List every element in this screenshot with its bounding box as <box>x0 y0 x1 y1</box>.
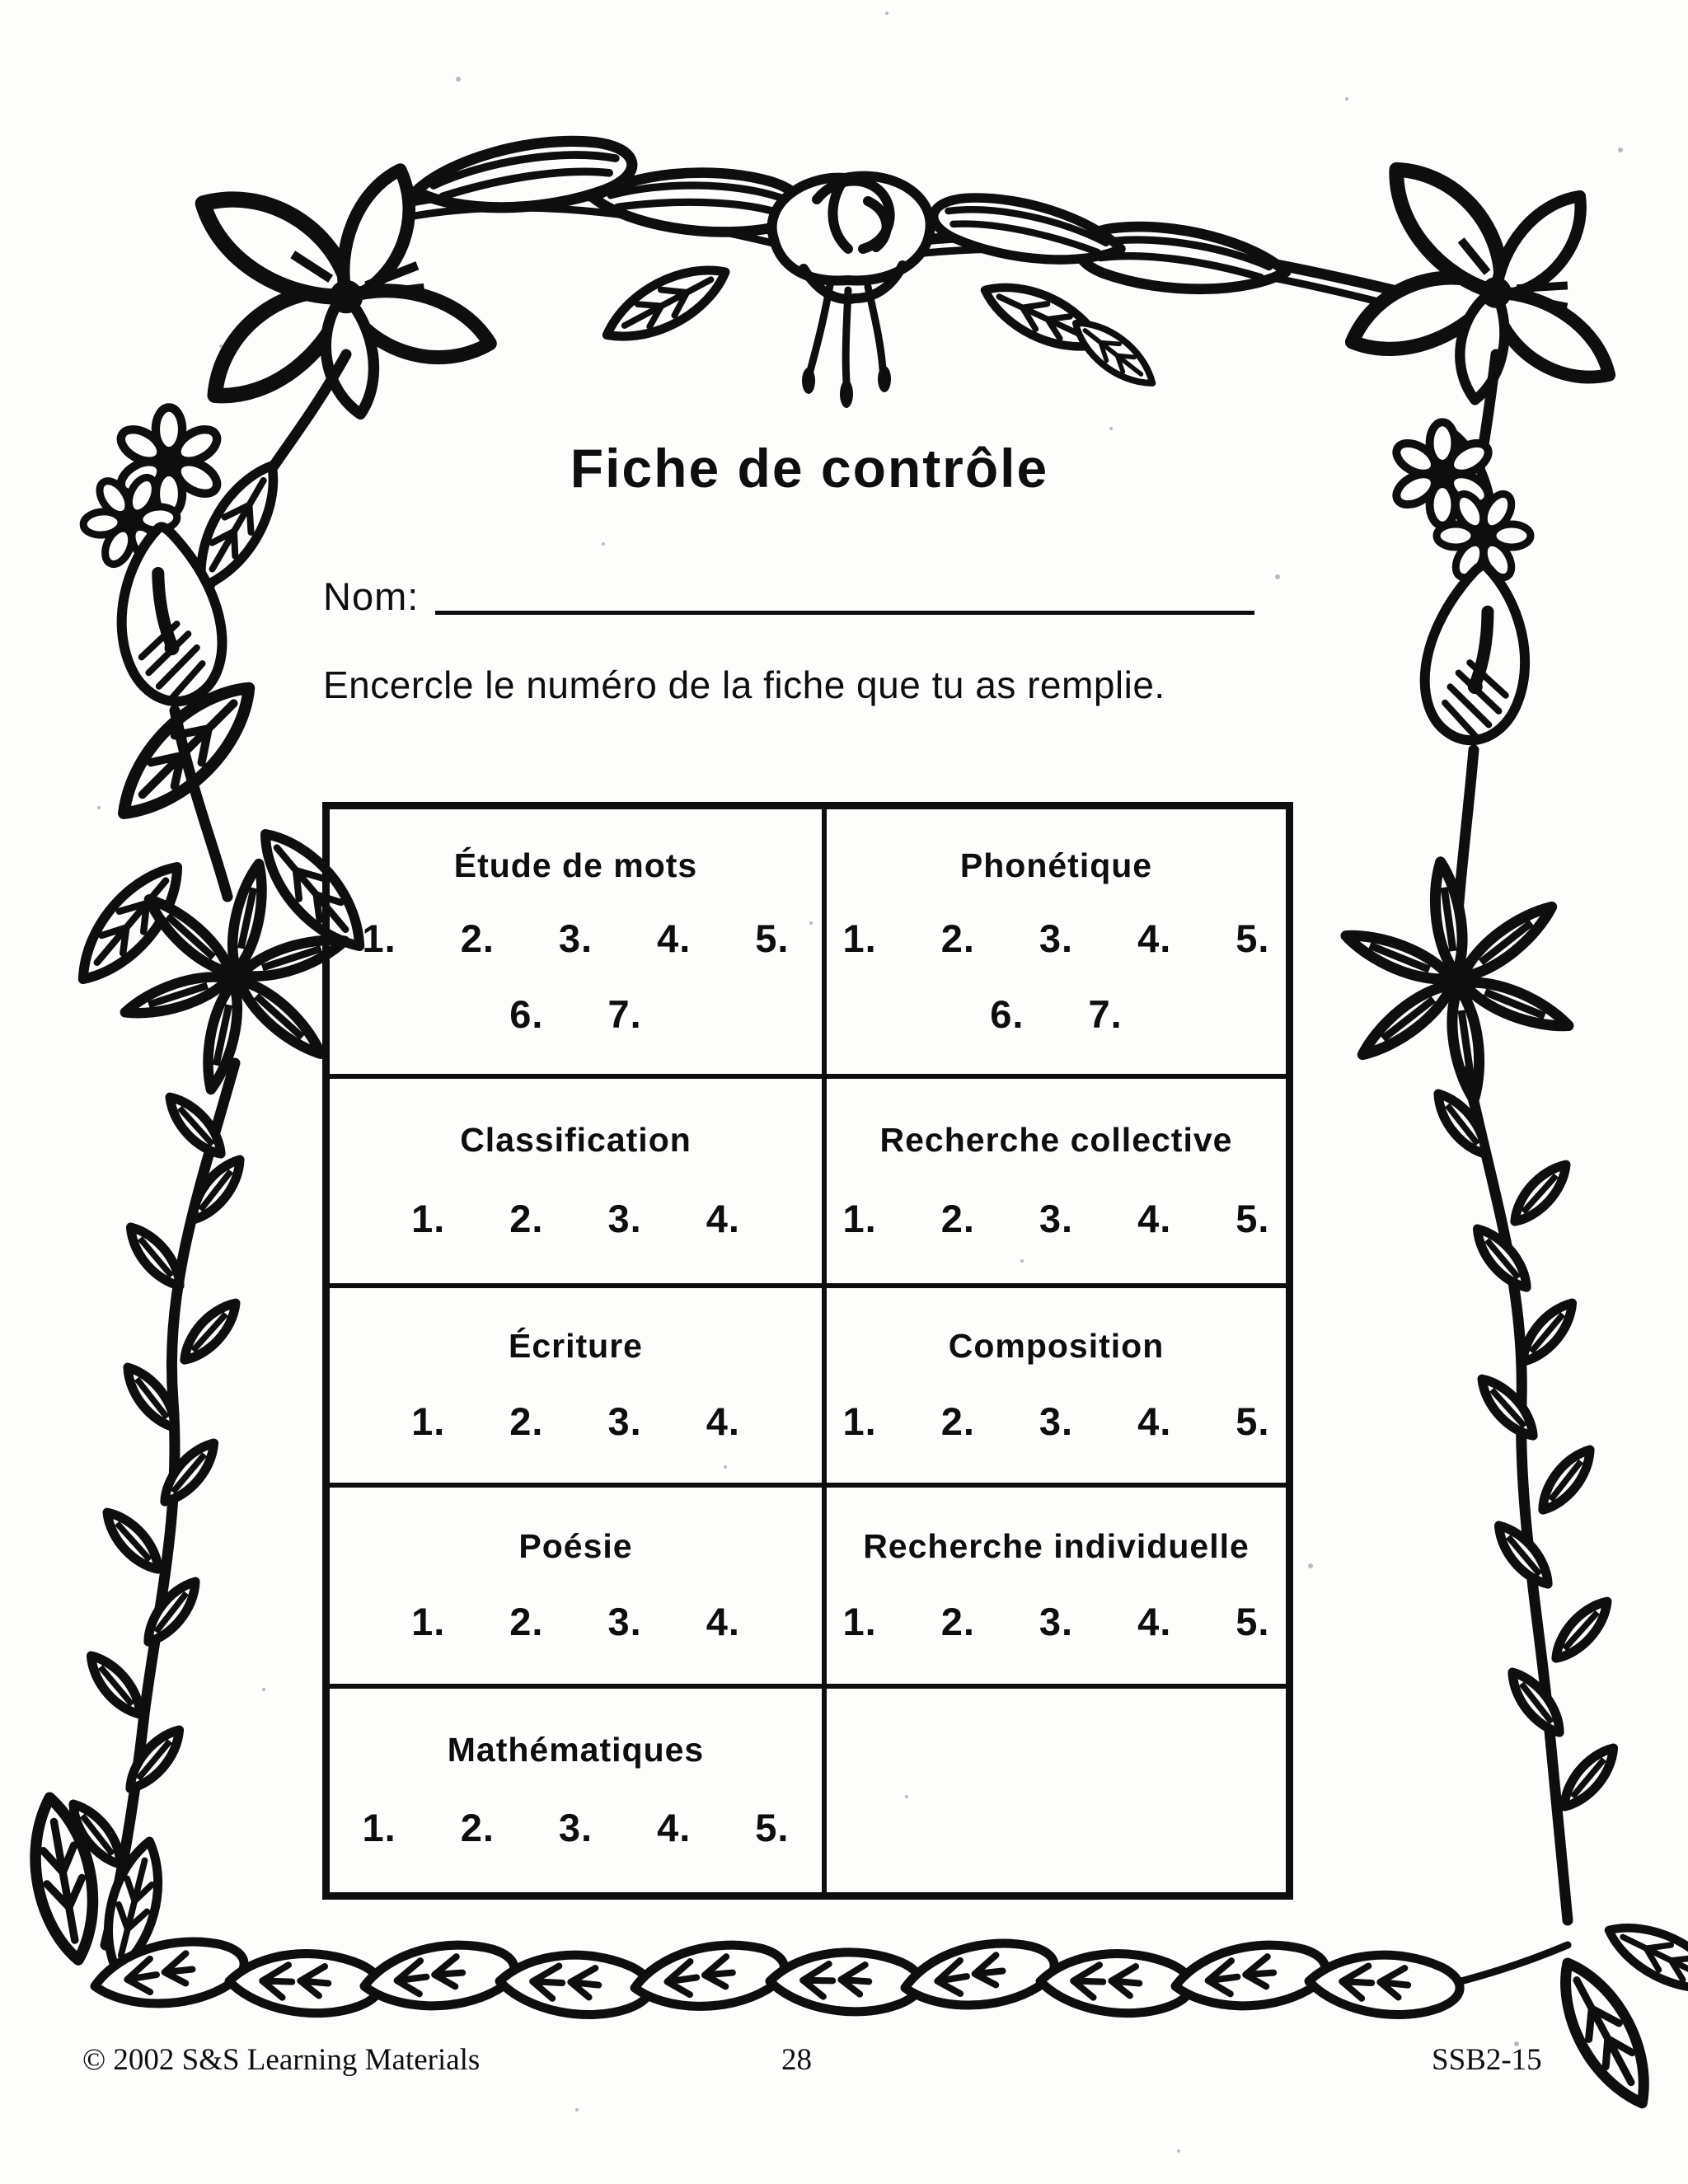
circle-number: 2. <box>509 1600 544 1643</box>
circle-number: 3. <box>1039 1196 1074 1240</box>
control-table <box>322 802 1293 1900</box>
circle-number: 2. <box>940 1600 975 1643</box>
cell-recherche-individuelle <box>822 1483 1286 1684</box>
cell-title: Recherche individuelle <box>863 1527 1250 1565</box>
circle-number: 4. <box>1137 1600 1172 1643</box>
circle-number: 4. <box>706 1600 740 1643</box>
circle-number: 2. <box>940 1196 975 1240</box>
circle-number: 1. <box>842 1600 877 1643</box>
number-line <box>411 1196 740 1241</box>
circle-number: 3. <box>607 1196 642 1240</box>
circle-number: 3. <box>1039 1399 1074 1443</box>
circle-number: 3. <box>1039 916 1074 960</box>
circle-number: 3. <box>607 1600 642 1643</box>
circle-number: 4. <box>1137 1196 1172 1240</box>
cell-ecriture <box>330 1283 822 1483</box>
circle-number: 3. <box>558 916 593 960</box>
instruction-text: Encercle le numéro de la fiche que tu as remplie. <box>323 663 1165 706</box>
circle-number: 2. <box>460 916 495 960</box>
cell-composition <box>822 1283 1286 1483</box>
cell-title: Mathématiques <box>447 1731 705 1769</box>
cell-mathematiques <box>330 1684 822 1892</box>
circle-number: 1. <box>362 916 396 960</box>
number-line <box>362 916 789 961</box>
number-line <box>509 991 641 1037</box>
number-line <box>990 991 1122 1037</box>
circle-number: 2. <box>460 1806 495 1849</box>
cell-title: Phonétique <box>959 846 1153 884</box>
circle-number: 4. <box>1137 1399 1172 1443</box>
cell-title: Étude de mots <box>453 846 698 884</box>
number-line <box>842 916 1269 961</box>
cell-title: Classification <box>460 1121 692 1160</box>
circle-number: 1. <box>411 1196 446 1240</box>
circle-number: 2. <box>940 1399 975 1443</box>
circle-number: 1. <box>362 1806 396 1849</box>
cell-empty <box>822 1684 1286 1892</box>
circle-number: 7. <box>607 992 642 1036</box>
circle-number: 5. <box>755 916 790 960</box>
circle-number: 1. <box>842 1399 877 1443</box>
cell-classification <box>330 1074 822 1283</box>
circle-number: 5. <box>1236 1196 1270 1240</box>
name-label: Nom: <box>323 574 420 618</box>
circle-number: 4. <box>706 1196 740 1240</box>
cell-poesie <box>330 1483 822 1684</box>
circle-number: 4. <box>706 1399 740 1443</box>
circle-number: 1. <box>842 916 877 960</box>
number-line <box>362 1805 789 1850</box>
cell-recherche-collective <box>822 1074 1286 1283</box>
circle-number: 1. <box>411 1399 446 1443</box>
circle-number: 1. <box>842 1196 877 1240</box>
cell-title: Écriture <box>509 1327 643 1366</box>
cell-etude-de-mots <box>330 809 822 1074</box>
cell-title: Poésie <box>518 1527 633 1565</box>
footer-copyright: © 2002 S&S Learning Materials <box>82 2043 481 2077</box>
circle-number: 5. <box>1236 1600 1270 1643</box>
circle-number: 4. <box>657 916 692 960</box>
circle-number: 5. <box>1236 916 1270 960</box>
number-line <box>842 1196 1269 1241</box>
circle-number: 5. <box>755 1806 790 1849</box>
circle-number: 6. <box>990 992 1025 1036</box>
circle-number: 1. <box>411 1600 446 1643</box>
circle-number: 2. <box>509 1399 544 1443</box>
cell-title: Composition <box>948 1327 1165 1366</box>
circle-number: 2. <box>940 916 975 960</box>
circle-number: 2. <box>509 1196 544 1240</box>
circle-number: 3. <box>607 1399 642 1443</box>
number-line <box>842 1399 1269 1444</box>
number-line <box>411 1599 740 1644</box>
cell-title: Recherche collective <box>879 1121 1233 1160</box>
circle-number: 4. <box>1137 916 1172 960</box>
circle-number: 3. <box>558 1806 593 1849</box>
name-blank-line <box>435 578 1254 615</box>
footer-page-number: 28 <box>781 2043 812 2077</box>
circle-number: 7. <box>1088 992 1123 1036</box>
number-line <box>842 1599 1269 1644</box>
cell-phonetique <box>822 809 1286 1074</box>
footer-code: SSB2-15 <box>1432 2043 1542 2077</box>
name-row <box>323 574 1254 619</box>
circle-number: 6. <box>509 992 544 1036</box>
circle-number: 5. <box>1236 1399 1270 1443</box>
page-title: Fiche de contrôle <box>570 438 1049 499</box>
circle-number: 4. <box>657 1806 692 1849</box>
number-line <box>411 1399 740 1444</box>
circle-number: 3. <box>1039 1600 1074 1643</box>
